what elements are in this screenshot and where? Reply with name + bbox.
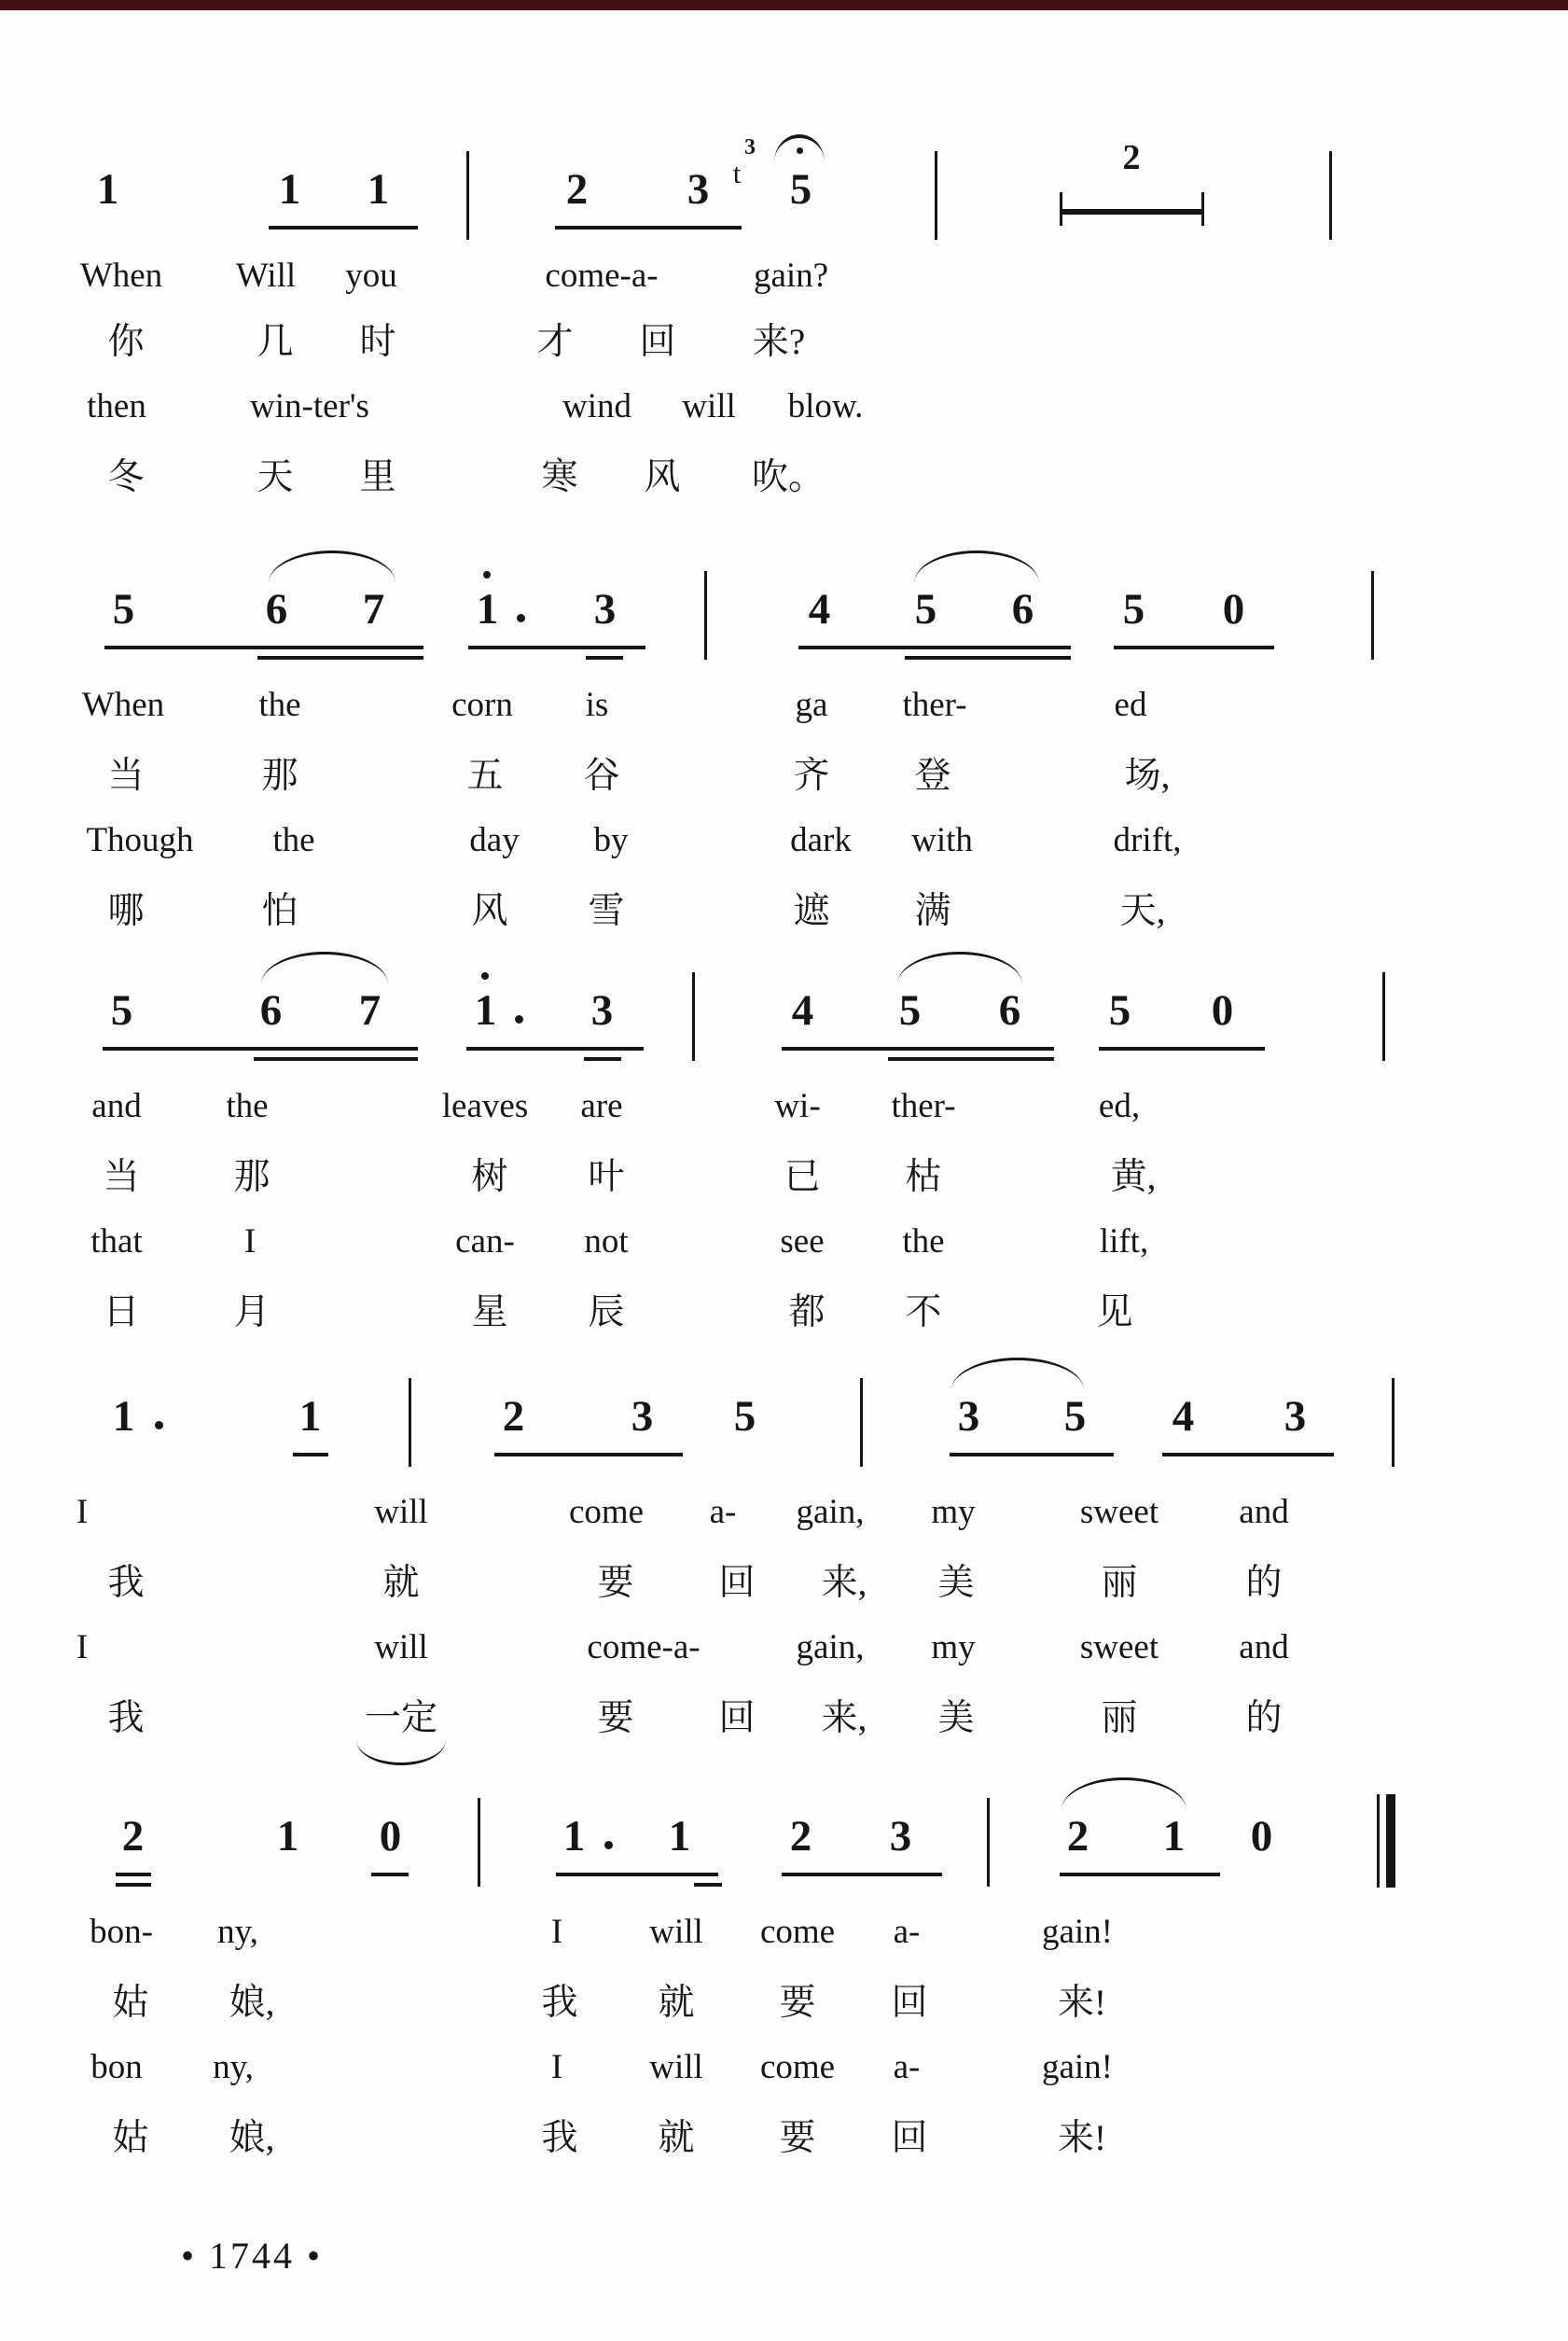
beam bbox=[905, 656, 1071, 660]
lyric-syllable-zh: 来! bbox=[1058, 2118, 1106, 2158]
lyric-syllable-en: that bbox=[90, 1222, 143, 1261]
lyric-syllable-zh: 叶 bbox=[588, 1157, 625, 1197]
note-digit: 6 bbox=[1011, 585, 1034, 634]
beam bbox=[556, 1873, 718, 1876]
lyric-syllable-en: a- bbox=[893, 2048, 921, 2086]
lyric-syllable-en: you bbox=[345, 257, 397, 295]
lyric-syllable-en: ther- bbox=[902, 686, 967, 724]
lyric-syllable-en: day bbox=[469, 821, 520, 859]
lyric-syllable-en: come-a- bbox=[545, 257, 659, 295]
lyric-syllable-en: is bbox=[585, 686, 609, 724]
lyric-syllable-zh: 丽 bbox=[1101, 1698, 1138, 1738]
beam bbox=[1099, 1047, 1265, 1051]
lyric-syllable-zh: 风 bbox=[644, 457, 681, 497]
lyric-syllable-en: and bbox=[1239, 1493, 1289, 1531]
lyric-syllable-en: bon bbox=[90, 2048, 143, 2086]
system-3 bbox=[0, 961, 1568, 1362]
lyric-syllable-zh: 黄, bbox=[1110, 1157, 1157, 1197]
multirest-tick bbox=[1201, 192, 1204, 226]
lyric-syllable-zh: 娘, bbox=[229, 1983, 275, 2023]
note-digit: 5 bbox=[112, 585, 134, 634]
lyric-syllable-zh: 里 bbox=[359, 457, 396, 497]
lyric-syllable-zh: 来! bbox=[1058, 1983, 1106, 2023]
lyric-syllable-en: will bbox=[649, 1913, 703, 1951]
lyric-syllable-zh: 美 bbox=[937, 1698, 975, 1738]
lyric-syllable-zh: 月 bbox=[233, 1292, 271, 1332]
lyric-syllable-zh: 见 bbox=[1096, 1292, 1133, 1332]
melisma-slur bbox=[356, 1740, 446, 1765]
lyric-syllable-en: bon- bbox=[90, 1913, 153, 1951]
barline bbox=[935, 151, 937, 240]
barline bbox=[1329, 151, 1332, 240]
lyric-syllable-en: then bbox=[87, 387, 146, 425]
lyric-syllable-en: When bbox=[81, 686, 165, 724]
lyric-syllable-zh: 怕 bbox=[261, 891, 298, 931]
fermata-dot-icon bbox=[797, 147, 803, 154]
lyric-syllable-en: I bbox=[550, 2048, 563, 2086]
barline bbox=[860, 1378, 863, 1467]
lyric-syllable-en: come bbox=[759, 2048, 836, 2086]
lyric-syllable-zh: 要 bbox=[597, 1698, 634, 1738]
final-barline-thin bbox=[1377, 1794, 1380, 1888]
note-digit: 5 bbox=[1122, 585, 1145, 634]
note-digit: 1 bbox=[668, 1812, 690, 1860]
lyric-syllable-en: by bbox=[593, 821, 629, 859]
lyric-syllable-en: sweet bbox=[1079, 1493, 1159, 1531]
lyric-syllable-en: the bbox=[902, 1222, 945, 1261]
lyric-syllable-zh: 我 bbox=[107, 1698, 145, 1738]
beam bbox=[116, 1883, 151, 1887]
note-digit: 5 bbox=[789, 165, 812, 214]
lyric-syllable-zh: 五 bbox=[466, 756, 504, 796]
note-digit: 3 bbox=[593, 585, 616, 634]
note-digit: 3 bbox=[631, 1392, 653, 1441]
lyric-syllable-en: gain, bbox=[796, 1493, 865, 1531]
duration-dot bbox=[604, 1841, 613, 1849]
beam bbox=[254, 1057, 418, 1061]
lyric-syllable-en: the bbox=[258, 686, 301, 724]
lyric-syllable-zh: 回 bbox=[718, 1563, 756, 1603]
lyric-syllable-zh: 我 bbox=[107, 1563, 145, 1603]
note-digit: 4 bbox=[808, 585, 830, 634]
lyric-syllable-en: ga bbox=[795, 686, 828, 724]
note-digit: 2 bbox=[789, 1812, 812, 1860]
final-barline-thick bbox=[1386, 1794, 1395, 1888]
lyric-syllable-en: the bbox=[272, 821, 315, 859]
page-number: • 1744 • bbox=[180, 2235, 324, 2277]
lyric-syllable-en: win-ter's bbox=[250, 387, 369, 425]
lyric-syllable-zh: 吹。 bbox=[751, 457, 826, 497]
lyric-syllable-zh: 就 bbox=[382, 1563, 420, 1603]
lyric-syllable-zh: 姑 bbox=[112, 1983, 149, 2023]
lyric-syllable-en: ny, bbox=[217, 1913, 258, 1951]
note-digit: 2 bbox=[502, 1392, 524, 1441]
barline bbox=[704, 571, 707, 660]
lyric-syllable-zh: 谷 bbox=[583, 756, 620, 796]
lyric-syllable-en: leaves bbox=[441, 1087, 529, 1125]
lyric-syllable-zh: 回 bbox=[891, 2118, 928, 2158]
beam bbox=[104, 646, 423, 649]
lyric-syllable-zh: 回 bbox=[639, 322, 676, 362]
note-digit: 3 bbox=[957, 1392, 979, 1441]
barline bbox=[409, 1378, 411, 1467]
lyric-syllable-en: my bbox=[931, 1493, 976, 1531]
lyric-syllable-en: corn bbox=[451, 686, 513, 724]
duration-dot bbox=[515, 1015, 523, 1024]
note-digit: 0 bbox=[1250, 1812, 1272, 1860]
lyric-syllable-en: When bbox=[79, 257, 163, 295]
lyric-syllable-en: ny, bbox=[213, 2048, 254, 2086]
lyric-syllable-zh: 树 bbox=[471, 1157, 508, 1197]
lyric-syllable-en: the bbox=[226, 1087, 269, 1125]
system-5 bbox=[0, 1787, 1568, 2225]
lyric-syllable-en: my bbox=[931, 1628, 976, 1666]
lyric-syllable-zh: 雪 bbox=[588, 891, 625, 931]
lyric-syllable-zh: 当 bbox=[107, 756, 145, 796]
lyric-syllable-zh: 回 bbox=[891, 1983, 928, 2023]
beam bbox=[269, 226, 418, 230]
lyric-syllable-en: will bbox=[649, 2048, 703, 2086]
lyric-syllable-zh: 日 bbox=[103, 1292, 140, 1332]
beam bbox=[1114, 646, 1274, 649]
barline bbox=[692, 972, 695, 1061]
lyric-syllable-en: gain! bbox=[1041, 2048, 1114, 2086]
lyric-syllable-en: I bbox=[76, 1628, 89, 1666]
note-digit: 1 bbox=[276, 1812, 298, 1860]
note-digit: 1 bbox=[476, 585, 498, 634]
beam bbox=[293, 1453, 328, 1456]
note-digit: 1 bbox=[278, 165, 300, 214]
lyric-syllable-zh: 枯 bbox=[905, 1157, 942, 1197]
beam bbox=[116, 1873, 151, 1876]
beam bbox=[888, 1057, 1054, 1061]
lyric-syllable-zh: 我 bbox=[541, 1983, 578, 2023]
lyric-syllable-zh: 来? bbox=[752, 322, 806, 362]
note-digit: 1 bbox=[474, 986, 496, 1035]
lyric-syllable-zh: 风 bbox=[471, 891, 508, 931]
note-digit: 3 bbox=[889, 1812, 911, 1860]
lyric-syllable-zh: 寒 bbox=[541, 457, 578, 497]
lyric-syllable-zh: 美 bbox=[937, 1563, 975, 1603]
beam bbox=[694, 1883, 722, 1887]
note-digit: 1 bbox=[112, 1392, 134, 1441]
beam bbox=[798, 646, 1071, 649]
system-1 bbox=[0, 135, 1568, 560]
lyric-syllable-en: gain? bbox=[753, 257, 829, 295]
lyric-syllable-en: will bbox=[374, 1493, 428, 1531]
lyric-syllable-en: and bbox=[1239, 1628, 1289, 1666]
lyric-syllable-en: with bbox=[911, 821, 973, 859]
lyric-syllable-en: come-a- bbox=[587, 1628, 701, 1666]
lyric-syllable-en: not bbox=[584, 1222, 629, 1261]
note-digit: 2 bbox=[121, 1812, 144, 1860]
lyric-syllable-en: gain! bbox=[1041, 1913, 1114, 1951]
note-digit: 5 bbox=[898, 986, 921, 1035]
note-digit: 4 bbox=[791, 986, 813, 1035]
beam bbox=[584, 1057, 621, 1061]
lyric-syllable-en: gain, bbox=[796, 1628, 865, 1666]
beam bbox=[1162, 1453, 1334, 1456]
multirest-bar bbox=[1062, 209, 1203, 215]
lyric-syllable-en: will bbox=[374, 1628, 428, 1666]
note-digit: 3 bbox=[1284, 1392, 1306, 1441]
beam bbox=[1060, 1873, 1220, 1876]
note-digit: 5 bbox=[1063, 1392, 1086, 1441]
note-digit: 1 bbox=[1162, 1812, 1185, 1860]
note-digit: 1 bbox=[298, 1392, 321, 1441]
lyric-syllable-zh: 时 bbox=[359, 322, 396, 362]
lyric-syllable-zh: 就 bbox=[658, 1983, 695, 2023]
note-digit: 5 bbox=[733, 1392, 756, 1441]
scan-artifact-top bbox=[0, 0, 1568, 10]
barline bbox=[1371, 571, 1374, 660]
lyric-syllable-en: see bbox=[780, 1222, 825, 1261]
lyric-syllable-zh: 遮 bbox=[793, 891, 830, 931]
multirest-count: 2 bbox=[1122, 138, 1141, 177]
note-digit: 2 bbox=[1066, 1812, 1089, 1860]
beam bbox=[103, 1047, 418, 1051]
lyric-syllable-en: I bbox=[76, 1493, 89, 1531]
lyric-syllable-en: and bbox=[91, 1087, 142, 1125]
lyric-syllable-en: dark bbox=[790, 821, 852, 859]
duration-dot bbox=[155, 1421, 163, 1429]
note-digit: 0 bbox=[379, 1812, 401, 1860]
lyric-syllable-en: I bbox=[243, 1222, 257, 1261]
beam bbox=[494, 1453, 683, 1456]
note-digit: 1 bbox=[562, 1812, 585, 1860]
octave-dot bbox=[481, 972, 489, 980]
note-digit: 5 bbox=[1108, 986, 1131, 1035]
lyric-syllable-en: come bbox=[759, 1913, 836, 1951]
lyric-syllable-zh: 来, bbox=[821, 1563, 867, 1603]
lyric-syllable-en: ther- bbox=[891, 1087, 956, 1125]
lyric-syllable-zh: 要 bbox=[779, 2118, 816, 2158]
note-digit: 7 bbox=[358, 986, 381, 1035]
lyric-syllable-zh: 就 bbox=[658, 2118, 695, 2158]
barline bbox=[1392, 1378, 1395, 1467]
lyric-syllable-zh: 才 bbox=[536, 322, 574, 362]
beam bbox=[782, 1873, 942, 1876]
lyric-syllable-en: blow. bbox=[787, 387, 864, 425]
lyric-syllable-en: are bbox=[580, 1087, 623, 1125]
lyric-syllable-zh: 我 bbox=[541, 2118, 578, 2158]
barline bbox=[1382, 972, 1385, 1061]
lyric-syllable-en: drift, bbox=[1113, 821, 1182, 859]
lyric-syllable-zh: 冬 bbox=[107, 457, 145, 497]
note-digit: 5 bbox=[914, 585, 937, 634]
lyric-syllable-zh: 哪 bbox=[107, 891, 145, 931]
grace-note: 3 bbox=[744, 135, 756, 160]
lyric-syllable-zh: 登 bbox=[914, 756, 951, 796]
lyric-syllable-zh: 一定 bbox=[364, 1698, 438, 1738]
lyric-syllable-en: Though bbox=[86, 821, 194, 859]
lyric-syllable-zh: 回 bbox=[718, 1698, 756, 1738]
lyric-syllable-zh: 星 bbox=[471, 1292, 508, 1332]
beam bbox=[257, 656, 423, 660]
beam bbox=[466, 1047, 644, 1051]
note-digit: 3 bbox=[590, 986, 613, 1035]
lyric-syllable-zh: 已 bbox=[784, 1157, 821, 1197]
note-digit: 0 bbox=[1222, 585, 1244, 634]
beam bbox=[371, 1873, 409, 1876]
lyric-syllable-zh: 娘, bbox=[229, 2118, 275, 2158]
beam bbox=[468, 646, 645, 649]
lyric-syllable-en: a- bbox=[709, 1493, 737, 1531]
note-digit: 5 bbox=[110, 986, 132, 1035]
lyric-syllable-zh: 不 bbox=[905, 1292, 942, 1332]
lyric-syllable-zh: 的 bbox=[1245, 1698, 1283, 1738]
lyric-syllable-zh: 齐 bbox=[793, 756, 830, 796]
lyric-syllable-en: a- bbox=[893, 1913, 921, 1951]
lyric-syllable-en: wind bbox=[562, 387, 631, 425]
lyric-syllable-zh: 天 bbox=[257, 457, 294, 497]
lyric-syllable-en: can- bbox=[455, 1222, 515, 1261]
lyric-syllable-zh: 那 bbox=[261, 756, 298, 796]
lyric-syllable-en: will bbox=[682, 387, 736, 425]
lyric-syllable-zh: 天, bbox=[1119, 891, 1166, 931]
beam bbox=[555, 226, 742, 230]
slur bbox=[951, 1358, 1084, 1390]
barline bbox=[478, 1798, 480, 1887]
lyric-syllable-zh: 满 bbox=[914, 891, 951, 931]
lyric-syllable-zh: 你 bbox=[107, 322, 145, 362]
lyric-syllable-en: I bbox=[550, 1913, 563, 1951]
duration-dot bbox=[517, 614, 525, 622]
note-digit: 2 bbox=[565, 165, 588, 214]
lyric-syllable-zh: 丽 bbox=[1101, 1563, 1138, 1603]
lyric-syllable-zh: 几 bbox=[257, 322, 294, 362]
beam bbox=[950, 1453, 1114, 1456]
lyric-syllable-zh: 那 bbox=[233, 1157, 271, 1197]
note-digit: 6 bbox=[259, 986, 282, 1035]
lyric-syllable-zh: 辰 bbox=[588, 1292, 625, 1332]
lyric-syllable-en: Will bbox=[235, 257, 297, 295]
lyric-syllable-zh: 要 bbox=[779, 1983, 816, 2023]
lyric-syllable-en: ed bbox=[1114, 686, 1147, 724]
system-4 bbox=[0, 1367, 1568, 1787]
note-digit: 6 bbox=[998, 986, 1020, 1035]
note-digit: 1 bbox=[367, 165, 389, 214]
lyric-syllable-en: wi- bbox=[774, 1087, 821, 1125]
note-digit: 3 bbox=[687, 165, 709, 214]
note-digit: 1 bbox=[96, 165, 118, 214]
lyric-syllable-en: come bbox=[568, 1493, 645, 1531]
barline bbox=[466, 151, 469, 240]
lyric-syllable-zh: 姑 bbox=[112, 2118, 149, 2158]
beam bbox=[782, 1047, 1054, 1051]
lyric-syllable-zh: 场, bbox=[1124, 756, 1171, 796]
note-digit: 0 bbox=[1211, 986, 1233, 1035]
beam bbox=[586, 656, 623, 660]
lyric-syllable-zh: 都 bbox=[788, 1292, 826, 1332]
system-2 bbox=[0, 560, 1568, 961]
lyric-syllable-zh: 来, bbox=[821, 1698, 867, 1738]
lyric-syllable-en: lift, bbox=[1099, 1222, 1149, 1261]
note-digit: 6 bbox=[265, 585, 287, 634]
octave-dot bbox=[483, 571, 491, 578]
ornament-mark: t bbox=[732, 157, 742, 189]
lyric-syllable-en: ed, bbox=[1098, 1087, 1141, 1125]
note-digit: 4 bbox=[1172, 1392, 1194, 1441]
lyric-syllable-zh: 当 bbox=[103, 1157, 140, 1197]
barline bbox=[987, 1798, 990, 1887]
lyric-syllable-zh: 的 bbox=[1245, 1563, 1283, 1603]
note-digit: 7 bbox=[362, 585, 384, 634]
lyric-syllable-zh: 要 bbox=[597, 1563, 634, 1603]
lyric-syllable-en: sweet bbox=[1079, 1628, 1159, 1666]
